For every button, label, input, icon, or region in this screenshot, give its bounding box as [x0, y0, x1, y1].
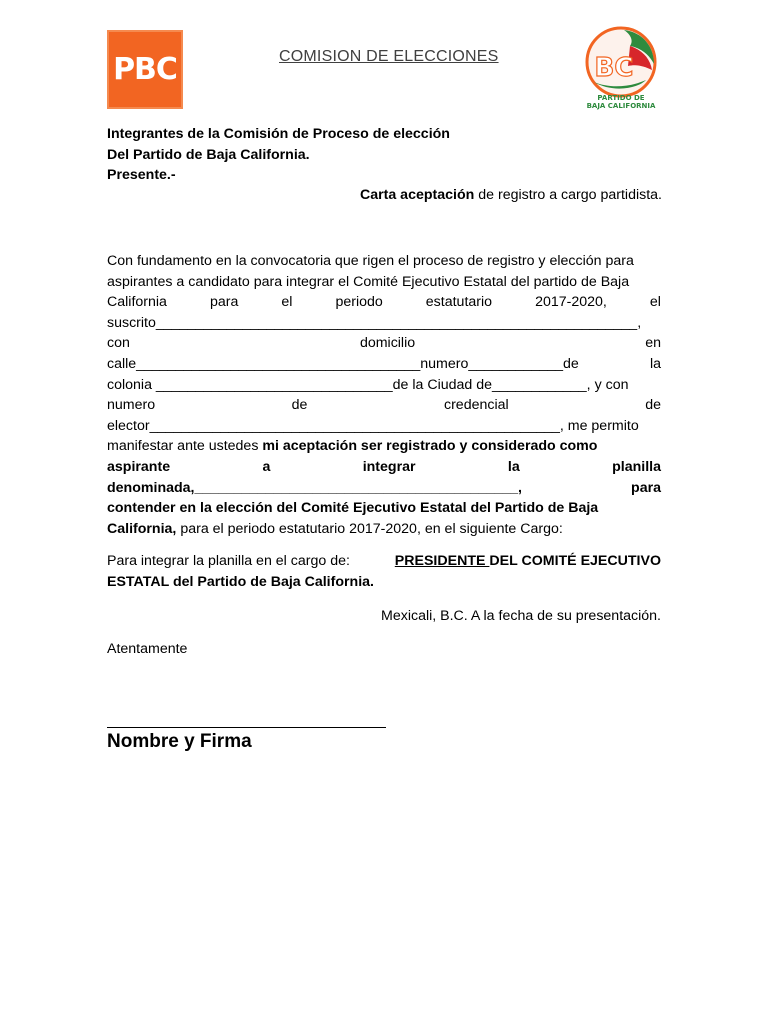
- bc-logo-sub1: PARTIDO DE: [597, 94, 645, 102]
- cargo-line-1: [107, 551, 661, 572]
- address-line-3: Presente.-: [107, 167, 176, 184]
- body-line-14-normal: para el periodo estatutario 2017-2020, en el siguiente Cargo:: [176, 520, 563, 537]
- body-line-14: [107, 519, 661, 540]
- bc-logo-text: BC: [594, 53, 634, 83]
- body-line-3: [107, 292, 661, 313]
- body-line-7: [107, 375, 661, 396]
- word: a: [262, 458, 271, 475]
- word: la: [507, 458, 520, 475]
- body-paragraph: [107, 251, 661, 539]
- word: para: [209, 294, 239, 311]
- body-line-11: [107, 457, 661, 478]
- pbc-logo: [107, 30, 183, 109]
- word: periodo: [335, 294, 383, 311]
- subject-rest: de registro a cargo partidista.: [474, 187, 662, 203]
- subject-bold: Carta aceptación: [359, 187, 475, 203]
- word: con: [107, 335, 130, 352]
- word: aspirante: [107, 458, 171, 475]
- word: el: [649, 294, 661, 311]
- body-line-10: [107, 436, 661, 457]
- body-line-13: [107, 498, 661, 519]
- word: 2017-2020,: [535, 294, 607, 311]
- word: numero: [107, 397, 156, 414]
- address-block: [107, 124, 667, 186]
- word: domicilio: [359, 335, 416, 352]
- body-line-10-normal: manifestar ante ustedes: [107, 438, 263, 455]
- word: California: [107, 294, 167, 311]
- signature-label: Nombre y Firma: [107, 731, 252, 752]
- word: el: [281, 294, 293, 311]
- bc-party-logo: [584, 26, 658, 114]
- cargo-paragraph: [107, 551, 661, 592]
- word: para: [631, 479, 661, 496]
- body-line-8: [107, 395, 661, 416]
- bc-logo-sub2: BAJA CALIFORNIA: [586, 102, 656, 110]
- body-line-2-text: aspirantes a candidato para integrar el Comité Ejecutivo Estatal del partido de Baja: [107, 273, 630, 290]
- word: integrar: [362, 458, 416, 475]
- pbc-logo-text: PBC: [113, 52, 177, 87]
- body-line-4: [107, 313, 661, 334]
- body-line-5: [107, 333, 661, 354]
- word: de: [291, 397, 308, 414]
- closing: Atentamente: [107, 641, 188, 657]
- body-line-6: [107, 354, 661, 375]
- cargo-line-2: ESTATAL del Partido de Baja California.: [107, 573, 374, 590]
- body-line-1-text: Con fundamento en la convocatoria que rigen el proceso de registro y elección para: [107, 253, 634, 269]
- elector-blank: elector____________________________________________________, me permito: [107, 417, 639, 434]
- calle-blank: calle____________________________________numero____________de: [107, 355, 579, 372]
- body-line-12: [107, 478, 661, 499]
- word: estatutario: [425, 294, 493, 311]
- denominada-blank: denominada,_________________________________________,: [107, 479, 522, 496]
- word: la: [649, 355, 661, 372]
- place-date: Mexicali, B.C. A la fecha de su presentación.: [381, 608, 661, 624]
- body-line-9: [107, 416, 661, 437]
- address-line-1: Integrantes de la Comisión de Proceso de elección: [107, 126, 450, 142]
- subject-line: [360, 185, 662, 206]
- body-line-2: [107, 272, 661, 293]
- colonia-blank: colonia ______________________________de la Ciudad de____________, y con: [107, 376, 629, 393]
- page-title: COMISION DE ELECCIONES: [279, 48, 499, 65]
- word: de: [645, 397, 661, 414]
- word: credencial: [443, 397, 509, 414]
- signature-line: [107, 727, 386, 728]
- cargo-presidente: PRESIDENTE: [394, 553, 490, 569]
- suscrito-blank: suscrito_____________________________________________________________,: [107, 314, 642, 331]
- body-line-1: [107, 251, 661, 272]
- cargo-rest: DEL COMITÉ EJECUTIVO: [489, 553, 661, 569]
- word: en: [645, 335, 661, 352]
- cargo-prefix: Para integrar la planilla en el cargo de:: [107, 553, 350, 569]
- word: planilla: [612, 458, 661, 475]
- body-line-10-bold: mi aceptación ser registrado y considerado como: [262, 438, 598, 455]
- body-line-14-bold: California,: [107, 520, 177, 537]
- address-line-2: Del Partido de Baja California.: [107, 146, 310, 163]
- body-line-13-text: contender en la elección del Comité Ejecutivo Estatal del Partido de Baja: [107, 500, 599, 517]
